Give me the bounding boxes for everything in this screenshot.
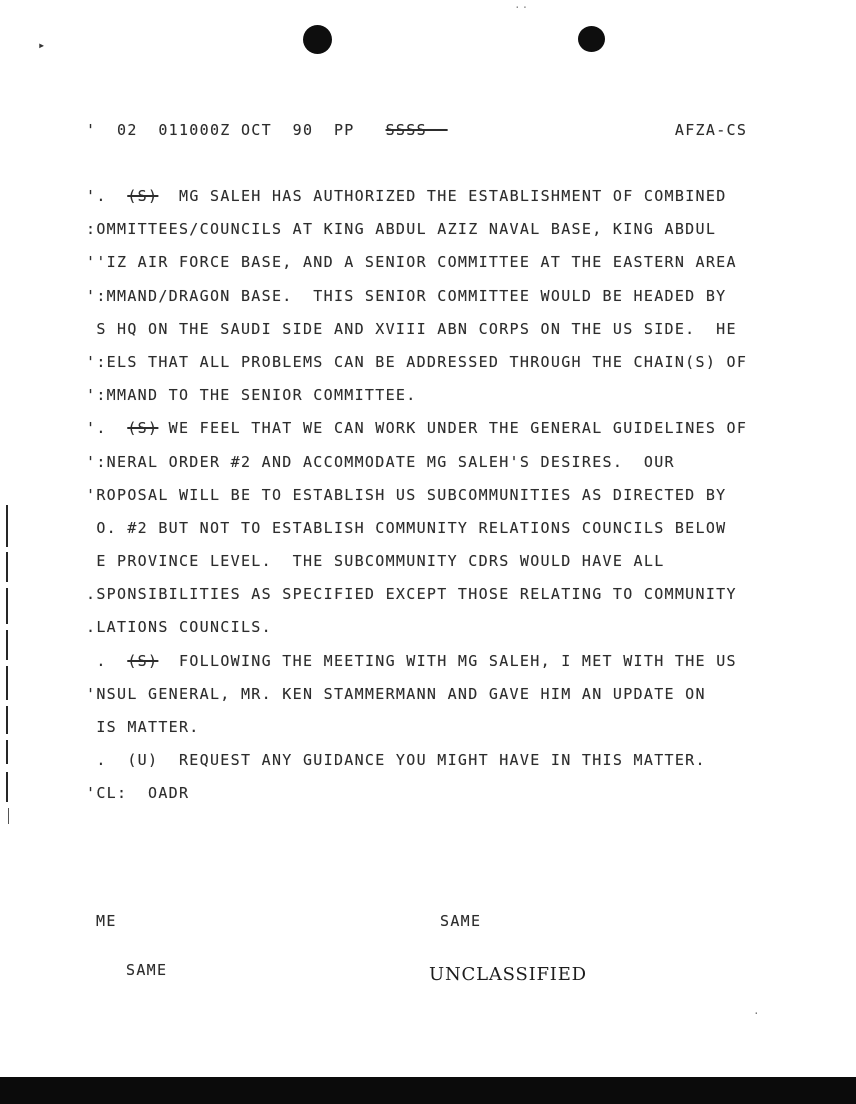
text-segment: MG SALEH HAS AUTHORIZED THE ESTABLISHMENT OF COMBINED [158, 187, 727, 205]
document-line [86, 578, 747, 611]
text-segment: O. #2 BUT NOT TO ESTABLISH COMMUNITY RELATIONS COUNCILS BELOW [86, 518, 727, 537]
text-segment: '. [86, 187, 128, 205]
document-line [86, 711, 747, 744]
scan-artifact-line [6, 740, 8, 764]
scan-artifact-line [6, 666, 8, 700]
text-segment: ':MMAND/DRAGON BASE. THIS SENIOR COMMITTEE WOULD BE HEADED BY [86, 286, 727, 305]
document-line [86, 777, 747, 810]
document-line [86, 246, 747, 279]
struck-text-segment: (S) [127, 651, 159, 670]
text-segment: ':ELS THAT ALL PROBLEMS CAN BE ADDRESSED THROUGH THE CHAIN(S) OF [86, 352, 748, 371]
scan-artifact-line [6, 772, 8, 802]
document-line [86, 313, 747, 346]
text-segment: :OMMITTEES/COUNCILS AT KING ABDUL AZIZ NAVAL BASE, KING ABDUL [86, 220, 717, 239]
document-line [86, 744, 747, 777]
punch-hole-left-icon [303, 25, 332, 54]
document-body [86, 180, 747, 811]
footer-same-center-label: SAME [440, 912, 482, 930]
text-segment: WE FEEL THAT WE CAN WORK UNDER THE GENERAL GUIDELINES OF [158, 419, 748, 438]
document-line [86, 213, 747, 246]
footer-me-label: ME [96, 912, 117, 930]
scan-speck-top: .. [514, 0, 530, 11]
text-segment: ''IZ AIR FORCE BASE, AND A SENIOR COMMITTEE AT THE EASTERN AREA [86, 253, 737, 272]
document-line [86, 645, 747, 678]
text-segment: '. [86, 419, 128, 438]
text-segment: E PROVINCE LEVEL. THE SUBCOMMUNITY CDRS WOULD HAVE ALL [86, 552, 665, 571]
document-line [86, 412, 747, 445]
text-segment: 'NSUL GENERAL, MR. KEN STAMMERMANN AND GAVE HIM AN UPDATE ON [86, 684, 706, 703]
text-segment: . [86, 651, 128, 670]
classification-label: UNCLASSIFIED [429, 964, 587, 985]
scan-artifact-line [6, 706, 8, 734]
document-line [86, 512, 747, 545]
text-segment: ' 02 011000Z OCT 90 PP [86, 121, 386, 139]
document-line [86, 678, 747, 711]
punch-hole-right-icon [578, 26, 605, 52]
text-segment: 'ROPOSAL WILL BE TO ESTABLISH US SUBCOMMUNITIES AS DIRECTED BY [86, 485, 727, 504]
scan-artifact-line [6, 552, 8, 582]
text-segment: S HQ ON THE SAUDI SIDE AND XVIII ABN CORPS ON THE US SIDE. HE [86, 319, 737, 338]
text-segment: AFZA-CS [447, 121, 748, 139]
text-segment: FOLLOWING THE MEETING WITH MG SALEH, I MET WITH THE US [158, 651, 737, 670]
document-line [86, 545, 747, 578]
redaction-bar [0, 1077, 856, 1104]
text-segment: .SPONSIBILITIES AS SPECIFIED EXCEPT THOSE RELATING TO COMMUNITY [86, 585, 737, 604]
text-segment: . (U) REQUEST ANY GUIDANCE YOU MIGHT HAVE IN THIS MATTER. [86, 751, 706, 770]
message-header-line [86, 120, 747, 140]
document-line [86, 280, 747, 313]
text-segment: IS MATTER. [86, 718, 200, 736]
text-segment: 'CL: OADR [86, 784, 190, 803]
document-line [86, 611, 747, 644]
scan-speck-corner: ▸ [38, 38, 47, 52]
text-segment: ':NERAL ORDER #2 AND ACCOMMODATE MG SALEH'S DESIRES. OUR [86, 452, 675, 471]
document-line [86, 346, 747, 379]
document-line [86, 180, 747, 213]
footer-same-left-label: SAME [126, 961, 168, 979]
text-segment: ':MMAND TO THE SENIOR COMMITTEE. [86, 386, 417, 405]
document-line [86, 479, 747, 512]
scan-artifact-line [6, 588, 8, 624]
text-segment: .LATIONS COUNCILS. [86, 618, 272, 637]
document-line [86, 379, 747, 412]
scan-speck-right: . [753, 1004, 761, 1017]
struck-text-segment: (S) [127, 187, 159, 205]
struck-text-segment: SSSS── [385, 121, 448, 139]
struck-text-segment: (S) [127, 419, 159, 438]
scan-artifact-line [8, 808, 9, 824]
document-line [86, 446, 747, 479]
scan-artifact-line [6, 505, 8, 547]
scan-artifact-line [6, 630, 8, 660]
